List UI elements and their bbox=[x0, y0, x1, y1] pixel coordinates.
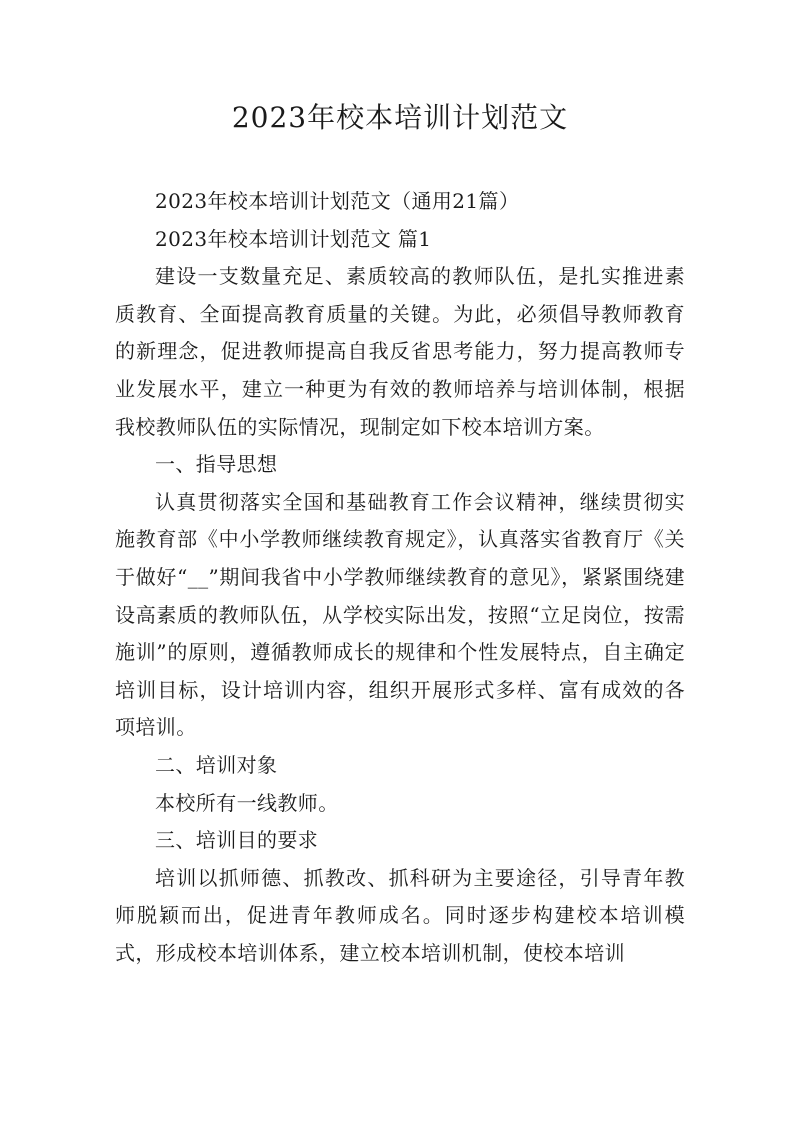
training-goals-paragraph: 培训以抓师德、抓教改、抓科研为主要途径，引导青年教师脱颖而出，促进青年教师成名。同时逐步构建校本培训模式，形成校本培训体系，建立校本培训机制，使校本培训 bbox=[115, 865, 685, 965]
subtitle-line: 2023年校本培训计划范文（通用21篇） bbox=[155, 189, 520, 213]
document-title: 2023年校本培训计划范文 bbox=[231, 101, 569, 134]
document-body bbox=[115, 183, 685, 972]
heading-guiding-thought: 一、指导思想 bbox=[155, 452, 278, 477]
heading-training-target: 二、培训对象 bbox=[155, 752, 278, 777]
section-heading-1: 2023年校本培训计划范文 篇1 bbox=[155, 226, 432, 251]
guiding-thought-paragraph: 认真贯彻落实全国和基础教育工作会议精神，继续贯彻实施教育部《中小学教师继续教育规定》，认真落实省教育厅《关于做好“__”期间我省中小学教师继续教育的意见》，紧紧围绕建设高素质的教师队伍，从学校实际出发，按照“立足岗位，按需施训”的原则，遵循教师成长的规律和个性发展特点，自主确定培训目标，设计培训内容，组织开展形式多样、富有成效的各项培训。 bbox=[115, 489, 685, 740]
heading-training-goals: 三、培训目的要求 bbox=[155, 828, 319, 853]
training-target-paragraph: 本校所有一线教师。 bbox=[155, 790, 339, 815]
intro-paragraph: 建设一支数量充足、素质较高的教师队伍，是扎实推进素质教育、全面提高教育质量的关键。为此，必须倡导教师教育的新理念，促进教师提高自我反省思考能力，努力提高教师专业发展水平，建立一种更为有效的教师培养与培训体制，根据我校教师队伍的实际情况，现制定如下校本培训方案。 bbox=[115, 264, 685, 439]
